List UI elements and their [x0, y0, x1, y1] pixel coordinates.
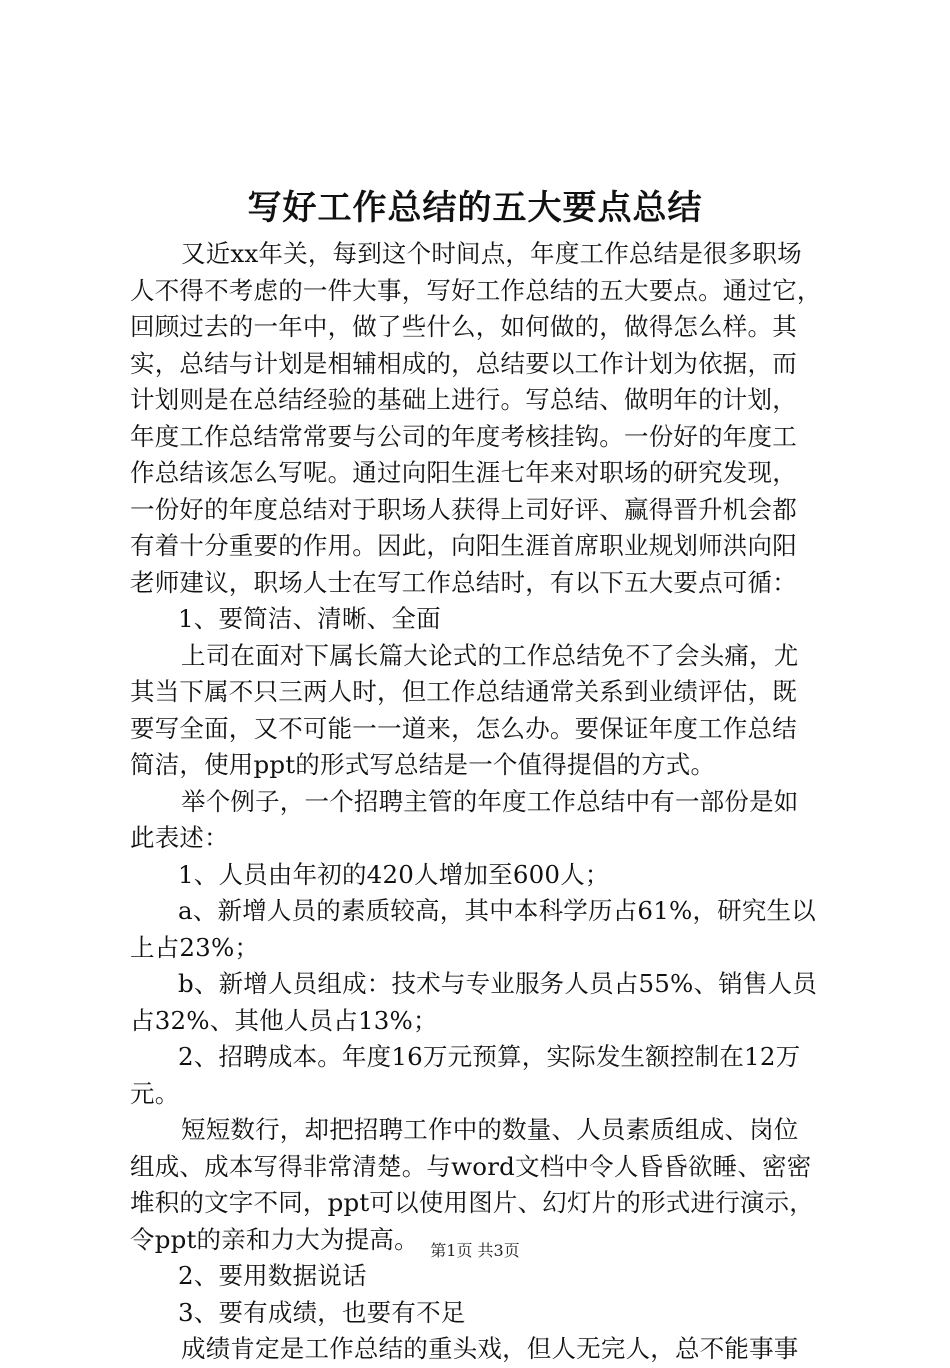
page-footer: 第1页 共3页	[430, 1241, 520, 1260]
paragraph-line: 元。	[130, 1078, 180, 1108]
paragraph-line: 上占23%；	[130, 932, 260, 962]
paragraph-line: 人不得不考虑的一件大事，写好工作总结的五大要点。通过它，	[130, 275, 822, 305]
paragraph-line: 堆积的文字不同，ppt可以使用图片、幻灯片的形式进行演示，	[130, 1188, 815, 1217]
document-title: 写好工作总结的五大要点总结	[247, 188, 703, 228]
paragraph-line: 其当下属不只三两人时，但工作总结通常关系到业绩评估，既	[130, 677, 797, 706]
paragraph-line: 成绩肯定是工作总结的重头戏，但人无完人，总不能事事	[181, 1334, 799, 1363]
paragraph-line: 占32%、其他人员占13%；	[130, 1005, 438, 1035]
paragraph-line: 一份好的年度总结对于职场人获得上司好评、赢得晋升机会都	[130, 494, 797, 524]
paragraph-line: 举个例子，一个招聘主管的年度工作总结中有一部份是如	[181, 786, 799, 816]
paragraph-line: 年度工作总结常常要与公司的年度考核挂钩。一份好的年度工	[130, 421, 797, 451]
section-heading: 3、要有成绩，也要有不足	[178, 1297, 466, 1327]
paragraph-line: 要写全面，又不可能一一道来，怎么办。要保证年度工作总结	[130, 713, 797, 743]
paragraph-line: 计划则是在总结经验的基础上进行。写总结、做明年的计划，	[130, 385, 797, 414]
section-heading: 1、要简洁、清晰、全面	[178, 604, 441, 633]
paragraph-line: 上司在面对下属长篇大论式的工作总结免不了会头痛，尤	[181, 640, 799, 670]
paragraph-line: 短短数行，却把招聘工作中的数量、人员素质组成、岗位	[181, 1115, 799, 1144]
section-heading: 2、要用数据说话	[178, 1261, 367, 1290]
list-item: b、新增人员组成：技术与专业服务人员占55%、销售人员	[178, 969, 818, 998]
list-item: a、新增人员的素质较高，其中本科学历占61%，研究生以	[178, 896, 816, 925]
paragraph-line: 此表述：	[130, 823, 229, 852]
paragraph-line: 老师建议，职场人士在写工作总结时，有以下五大要点可循：	[130, 567, 797, 597]
paragraph-line: 组成、成本写得非常清楚。与word文档中令人昏昏欲睡、密密	[130, 1151, 812, 1181]
paragraph-line: 回顾过去的一年中，做了些什么，如何做的，做得怎么样。其	[130, 312, 797, 341]
paragraph-line: 令ppt的亲和力大为提高。	[130, 1224, 419, 1254]
paragraph-line: 实，总结与计划是相辅相成的，总结要以工作计划为依据，而	[130, 348, 797, 378]
paragraph-line: 又近xx年关，每到这个时间点，年度工作总结是很多职场	[181, 239, 802, 268]
paragraph-line: 有着十分重要的作用。因此，向阳生涯首席职业规划师洪向阳	[130, 531, 797, 560]
paragraph-line: 简洁，使用ppt的形式写总结是一个值得提倡的方式。	[130, 750, 716, 779]
list-item: 2、招聘成本。年度16万元预算，实际发生额控制在12万	[178, 1042, 801, 1071]
list-item: 1、人员由年初的420人增加至600人；	[178, 859, 610, 889]
document-body	[130, 236, 830, 1368]
paragraph-line: 作总结该怎么写呢。通过向阳生涯七年来对职场的研究发现，	[130, 458, 797, 487]
